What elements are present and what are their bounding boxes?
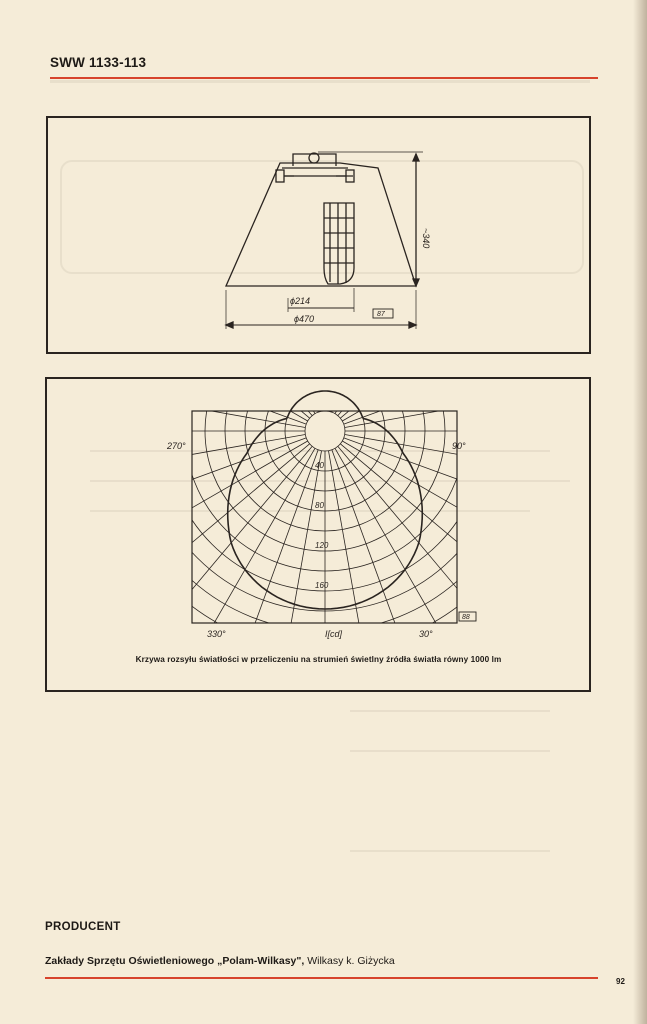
page-edge-shadow (633, 0, 647, 1024)
polar-grid-ray (68, 379, 312, 416)
radial-tick-label: 80 (315, 501, 324, 510)
polar-grid-circle (305, 411, 345, 451)
luminaire-drawing (48, 118, 589, 352)
radial-tick-label: 120 (315, 541, 329, 550)
polar-distribution-chart (47, 379, 589, 654)
polar-chart-box (45, 377, 591, 692)
polar-grid-circle (47, 379, 589, 654)
polar-grid-ray (328, 379, 394, 411)
model-code-title: SWW 1133-113 (50, 55, 147, 70)
polar-grid-ray (335, 379, 525, 414)
producer-company: Zakłady Sprzętu Oświetleniowego „Polam-Wilkasy", (45, 955, 305, 967)
polar-grid-ray (47, 441, 308, 631)
polar-grid-ray (344, 379, 589, 424)
polar-grid-ray (47, 379, 306, 424)
polar-grid-ray (338, 379, 582, 416)
polar-grid-ray (342, 379, 589, 421)
polar-grid-ray (344, 438, 589, 568)
chart-tag-label: 88 (462, 614, 470, 621)
polar-grid-ray (125, 379, 315, 414)
luminaire-drawing-box (46, 116, 591, 354)
height-dimension-label: ~340 (421, 228, 431, 249)
shade-top-band (282, 168, 353, 176)
polar-grid-ray (332, 379, 462, 412)
polar-grid-ray (188, 379, 318, 412)
chart-caption: Krzywa rozsyłu światłości w przeliczeniu na strumień świetlny źródła światła równy 1000 lm (135, 655, 502, 664)
angle-label-90: 90° (452, 441, 466, 451)
inner-diameter-label: ϕ214 (290, 296, 311, 306)
drawing-tag-label: 87 (377, 311, 385, 318)
polar-grid-ray (47, 379, 305, 428)
page-number: 92 (616, 977, 625, 986)
polar-grid-ray (47, 379, 310, 418)
polar-grid-ray (47, 438, 306, 568)
polar-grid-ray (47, 379, 308, 421)
polar-grid-circle (47, 379, 589, 654)
angle-label-30: 30° (419, 629, 433, 639)
polar-grid-ray (345, 434, 589, 500)
producer-name (45, 955, 395, 967)
outer-diameter-label: ϕ470 (294, 314, 315, 324)
polar-grid-ray (345, 379, 589, 428)
header-red-rule (50, 77, 598, 79)
polar-grid-ray (256, 379, 322, 411)
radial-tick-label: 160 (315, 581, 329, 590)
intensity-unit-label: I[cd] (325, 629, 343, 639)
shade-outline (226, 163, 416, 286)
left-bolt-icon (276, 170, 284, 182)
angle-label-330: 330° (207, 629, 226, 639)
polar-grid-ray (340, 379, 589, 418)
protective-cage (324, 203, 354, 284)
producer-label: PRODUCENT (45, 921, 121, 933)
radial-tick-label: 40 (315, 461, 324, 470)
producer-location: Wilkasy k. Giżycka (304, 955, 395, 967)
angle-label-270: 270° (167, 441, 186, 451)
footer-red-rule (45, 977, 598, 979)
